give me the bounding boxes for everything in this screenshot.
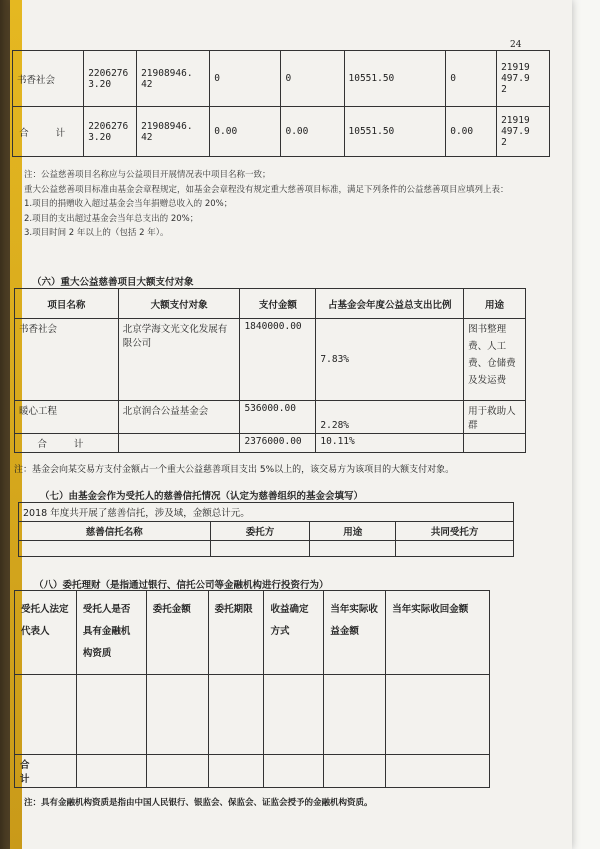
trust-statement: 2018 年度共开展了慈善信托，涉及域，金额总计元。	[19, 503, 514, 522]
cell: 北京学海文光文化发展有限公司	[118, 319, 240, 401]
table-row	[13, 51, 550, 107]
header-cell: 受托人是否具有金融机构资质	[76, 591, 146, 675]
table-header-row	[15, 289, 526, 319]
section-8-title: （八）委托理财（是指通过银行、信托公司等金融机构进行投资行为）	[34, 580, 329, 591]
cell: 暖心工程	[15, 401, 119, 434]
section-8-note: 注：具有金融机构资质是指由中国人民银行、银监会、保监会、证监会授予的金融机构资质。	[24, 798, 373, 808]
header-cell: 委托方	[210, 522, 310, 541]
note-line: 1.项目的捐赠收入超过基金会当年捐赠总收入的 20%；	[24, 199, 233, 209]
table-row	[15, 755, 490, 788]
section-7-title: （七）由基金会作为受托人的慈善信托情况（认定为慈善组织的基金会填写）	[40, 491, 364, 502]
header-cell: 收益确定方式	[264, 591, 324, 675]
project-summary-table	[12, 50, 550, 157]
table-row	[15, 675, 490, 755]
note-line: 注：公益慈善项目名称应与公益项目开展情况表中项目名称一致；	[24, 170, 271, 180]
project-name-cell: 书香社会	[13, 51, 84, 107]
cell	[19, 541, 211, 557]
cell	[15, 675, 77, 755]
document-page	[10, 0, 572, 849]
cell: 图书整理费、人工费、仓储费及发运费	[464, 319, 526, 401]
cell: 0.00	[446, 107, 497, 157]
cell: 21919 497.9 2	[497, 51, 550, 107]
cell	[118, 434, 240, 453]
cell: 10.11%	[316, 434, 464, 453]
cell: 21919 497.9 2	[497, 107, 550, 157]
cell: 0	[446, 51, 497, 107]
header-cell: 委托期限	[208, 591, 264, 675]
header-cell: 项目名称	[15, 289, 119, 319]
cell	[208, 755, 264, 788]
header-cell: 占基金会年度公益总支出比例	[316, 289, 464, 319]
charitable-trust-table	[18, 502, 514, 557]
table-row	[19, 503, 514, 522]
header-cell: 共同受托方	[396, 522, 514, 541]
cell: 书香社会	[15, 319, 119, 401]
header-cell: 大额支付对象	[118, 289, 240, 319]
cell: 0	[210, 51, 281, 107]
cell	[464, 434, 526, 453]
table-row	[15, 319, 526, 401]
cell: 21908946. 42	[137, 51, 210, 107]
table-row	[19, 541, 514, 557]
cell	[146, 675, 208, 755]
cell: 0.00	[210, 107, 281, 157]
cell: 10551.50	[344, 51, 446, 107]
header-cell: 慈善信托名称	[19, 522, 211, 541]
cell: 7.83%	[316, 319, 464, 401]
section-6-note: 注：基金会向某交易方支付金额占一个重大公益慈善项目支出 5%以上的，该交易方为该项目的大额支付对象。	[14, 465, 455, 475]
table-header-row	[15, 591, 490, 675]
cell: 0	[281, 51, 344, 107]
notes-block	[24, 168, 564, 241]
cell	[76, 755, 146, 788]
page-number: 24	[510, 40, 522, 50]
cell: 21908946. 42	[137, 107, 210, 157]
cell	[210, 541, 310, 557]
cell	[386, 675, 490, 755]
header-cell: 委托金额	[146, 591, 208, 675]
cell: 用于救助人群	[464, 401, 526, 434]
cell	[264, 675, 324, 755]
header-cell: 当年实际收回金额	[386, 591, 490, 675]
header-cell: 用途	[464, 289, 526, 319]
cell	[324, 675, 386, 755]
total-label: 合 计	[15, 755, 77, 788]
cell: 2206276 3.20	[84, 51, 137, 107]
cell: 536000.00	[240, 401, 316, 434]
cell: 0.00	[281, 107, 344, 157]
cell	[264, 755, 324, 788]
cell: 北京润合公益基金会	[118, 401, 240, 434]
entrusted-finance-table	[14, 590, 490, 788]
header-cell: 受托人法定代表人	[15, 591, 77, 675]
total-label: 合 计	[13, 107, 84, 157]
note-line: 2.项目的支出超过基金会当年总支出的 20%；	[24, 213, 199, 224]
cell	[310, 541, 396, 557]
table-header-row	[19, 522, 514, 541]
total-label: 合 计	[15, 434, 119, 453]
large-payment-table	[14, 288, 526, 453]
cell	[386, 755, 490, 788]
section-6-title: （六）重大公益慈善项目大额支付对象	[32, 277, 194, 288]
cell	[208, 675, 264, 755]
table-row	[15, 401, 526, 434]
cell	[324, 755, 386, 788]
cell	[396, 541, 514, 557]
header-cell: 当年实际收益金额	[324, 591, 386, 675]
cell: 2376000.00	[240, 434, 316, 453]
cell: 10551.50	[344, 107, 446, 157]
cell	[76, 675, 146, 755]
note-line: 3.项目时间 2 年以上的（包括 2 年）。	[24, 228, 169, 238]
table-row	[13, 107, 550, 157]
header-cell: 用途	[310, 522, 396, 541]
header-cell: 支付金额	[240, 289, 316, 319]
cell: 2.28%	[316, 401, 464, 434]
cell: 1840000.00	[240, 319, 316, 401]
table-row	[15, 434, 526, 453]
cell: 2206276 3.20	[84, 107, 137, 157]
cell	[146, 755, 208, 788]
note-line: 重大公益慈善项目标准由基金会章程规定，如基金会章程没有规定重大慈善项目标准，满足下列条件的公益慈善项目应填列上表：	[24, 184, 509, 195]
